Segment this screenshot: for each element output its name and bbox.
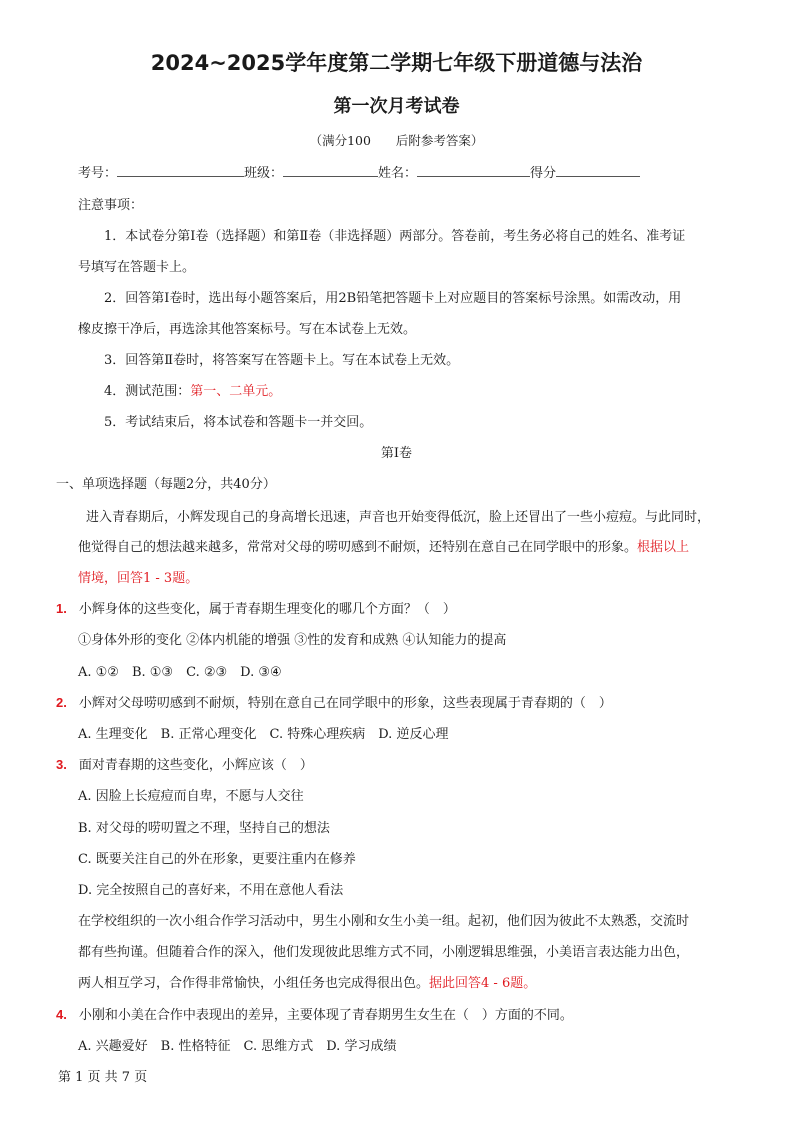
- exam-title: 2024~2025学年度第二学期七年级下册道德与法治: [150, 51, 643, 75]
- question-1-number: 1.: [56, 601, 67, 616]
- class-blank[interactable]: [283, 162, 378, 177]
- question-2: [56, 692, 612, 711]
- question-4-number: 4.: [56, 1007, 67, 1022]
- question-3-option-d: D. 完全按照自己的喜好来，不用在意他人看法: [78, 883, 344, 898]
- question-2-number: 2.: [56, 695, 67, 710]
- material-1-line-3: 情境，回答1 - 3题。: [78, 571, 199, 586]
- notice-item-2: 2．回答第Ⅰ卷时，选出每小题答案后，用2B铅笔把答题卡上对应题目的答案标号涂黑。如需改动，用: [104, 291, 682, 306]
- name-label: 姓名：: [378, 166, 418, 181]
- class-label: 班级：: [244, 166, 284, 181]
- section-heading: 一、单项选择题（每题2分，共40分）: [56, 477, 276, 492]
- material-1-line-1: 进入青春期后，小辉发现自己的身高增长迅速，声音也开始变得低沉，脸上还冒出了一些小痘痘。与此同时，: [86, 510, 711, 525]
- material-2-line-3: [78, 972, 536, 991]
- question-3-number: 3.: [56, 757, 67, 772]
- exam-subtitle: 第一次月考试卷: [333, 96, 460, 117]
- question-3-option-b: B. 对父母的唠叨置之不理，坚持自己的想法: [78, 821, 330, 836]
- question-1-options: A. ①② B. ①③ C. ②③ D. ③④: [78, 665, 282, 680]
- question-3-stem: 面对青春期的这些变化，小辉应该（ ）: [78, 758, 313, 773]
- question-4: [56, 1004, 573, 1023]
- material-1-line-2: [78, 536, 689, 555]
- notice-item-2-cont: 橡皮擦干净后，再选涂其他答案标号。写在本试卷上无效。: [78, 322, 417, 337]
- question-3-option-c: C. 既要关注自己的外在形象，更要注重内在修养: [78, 852, 356, 867]
- exam-no-label: 考号：: [78, 166, 118, 181]
- question-2-stem: 小辉对父母唠叨感到不耐烦，特别在意自己在同学眼中的形象，这些表现属于青春期的（ ）: [78, 696, 612, 711]
- exam-no-blank[interactable]: [117, 162, 244, 177]
- question-4-options: A. 兴趣爱好 B. 性格特征 C. 思维方式 D. 学习成绩: [78, 1039, 397, 1054]
- question-2-options: A. 生理变化 B. 正常心理变化 C. 特殊心理疾病 D. 逆反心理: [78, 727, 449, 742]
- question-1-items: ①身体外形的变化 ②体内机能的增强 ③性的发育和成熟 ④认知能力的提高: [78, 633, 507, 648]
- material-2-instruction: 据此回答4 - 6题。: [429, 976, 537, 991]
- score-note: （满分100 后附参考答案）: [309, 133, 484, 148]
- student-info-row: [78, 162, 640, 181]
- notice-item-1: 1．本试卷分第Ⅰ卷（选择题）和第Ⅱ卷（非选择题）两部分。答卷前，考生务必将自己的姓名、准考证: [104, 229, 686, 244]
- score-label: 得分: [530, 166, 557, 181]
- question-1: [56, 598, 456, 617]
- material-2-text: 两人相互学习，合作得非常愉快，小组任务也完成得很出色。: [78, 976, 430, 991]
- score-blank[interactable]: [556, 162, 640, 177]
- notice-item-1-cont: 号填写在答题卡上。: [78, 260, 196, 275]
- material-1-instruction: 根据以上: [637, 540, 690, 555]
- notice-item-5: 5．考试结束后，将本试卷和答题卡一并交回。: [104, 415, 373, 430]
- question-3: [56, 754, 313, 773]
- question-3-option-a: A. 因脸上长痘痘而自卑，不愿与人交往: [78, 789, 304, 804]
- question-4-stem: 小刚和小美在合作中表现出的差异，主要体现了青春期男生女生在（ ）方面的不同。: [78, 1008, 573, 1023]
- test-range: 第一、二单元。: [190, 384, 282, 399]
- page-number: 第 1 页 共 7 页: [58, 1070, 148, 1085]
- volume-heading: 第Ⅰ卷: [380, 446, 413, 461]
- question-1-stem: 小辉身体的这些变化，属于青春期生理变化的哪几个方面？（ ）: [78, 602, 456, 617]
- material-1-text: 他觉得自己的想法越来越多，常常对父母的唠叨感到不耐烦，还特别在意自己在同学眼中的形象。: [78, 540, 638, 555]
- material-2-line-1: 在学校组织的一次小组合作学习活动中，男生小刚和女生小美一组。起初，他们因为彼此不太熟悉，交流时: [78, 914, 690, 929]
- notice-item-4: [104, 380, 281, 399]
- notice-heading: 注意事项：: [78, 198, 144, 213]
- material-2-line-2: 都有些拘谨。但随着合作的深入，他们发现彼此思维方式不同，小刚逻辑思维强，小美语言表达能力出色，: [78, 945, 690, 960]
- notice-item-4-prefix: 4．测试范围：: [104, 384, 191, 399]
- notice-item-3: 3．回答第Ⅱ卷时，将答案写在答题卡上。写在本试卷上无效。: [104, 353, 460, 368]
- name-blank[interactable]: [417, 162, 530, 177]
